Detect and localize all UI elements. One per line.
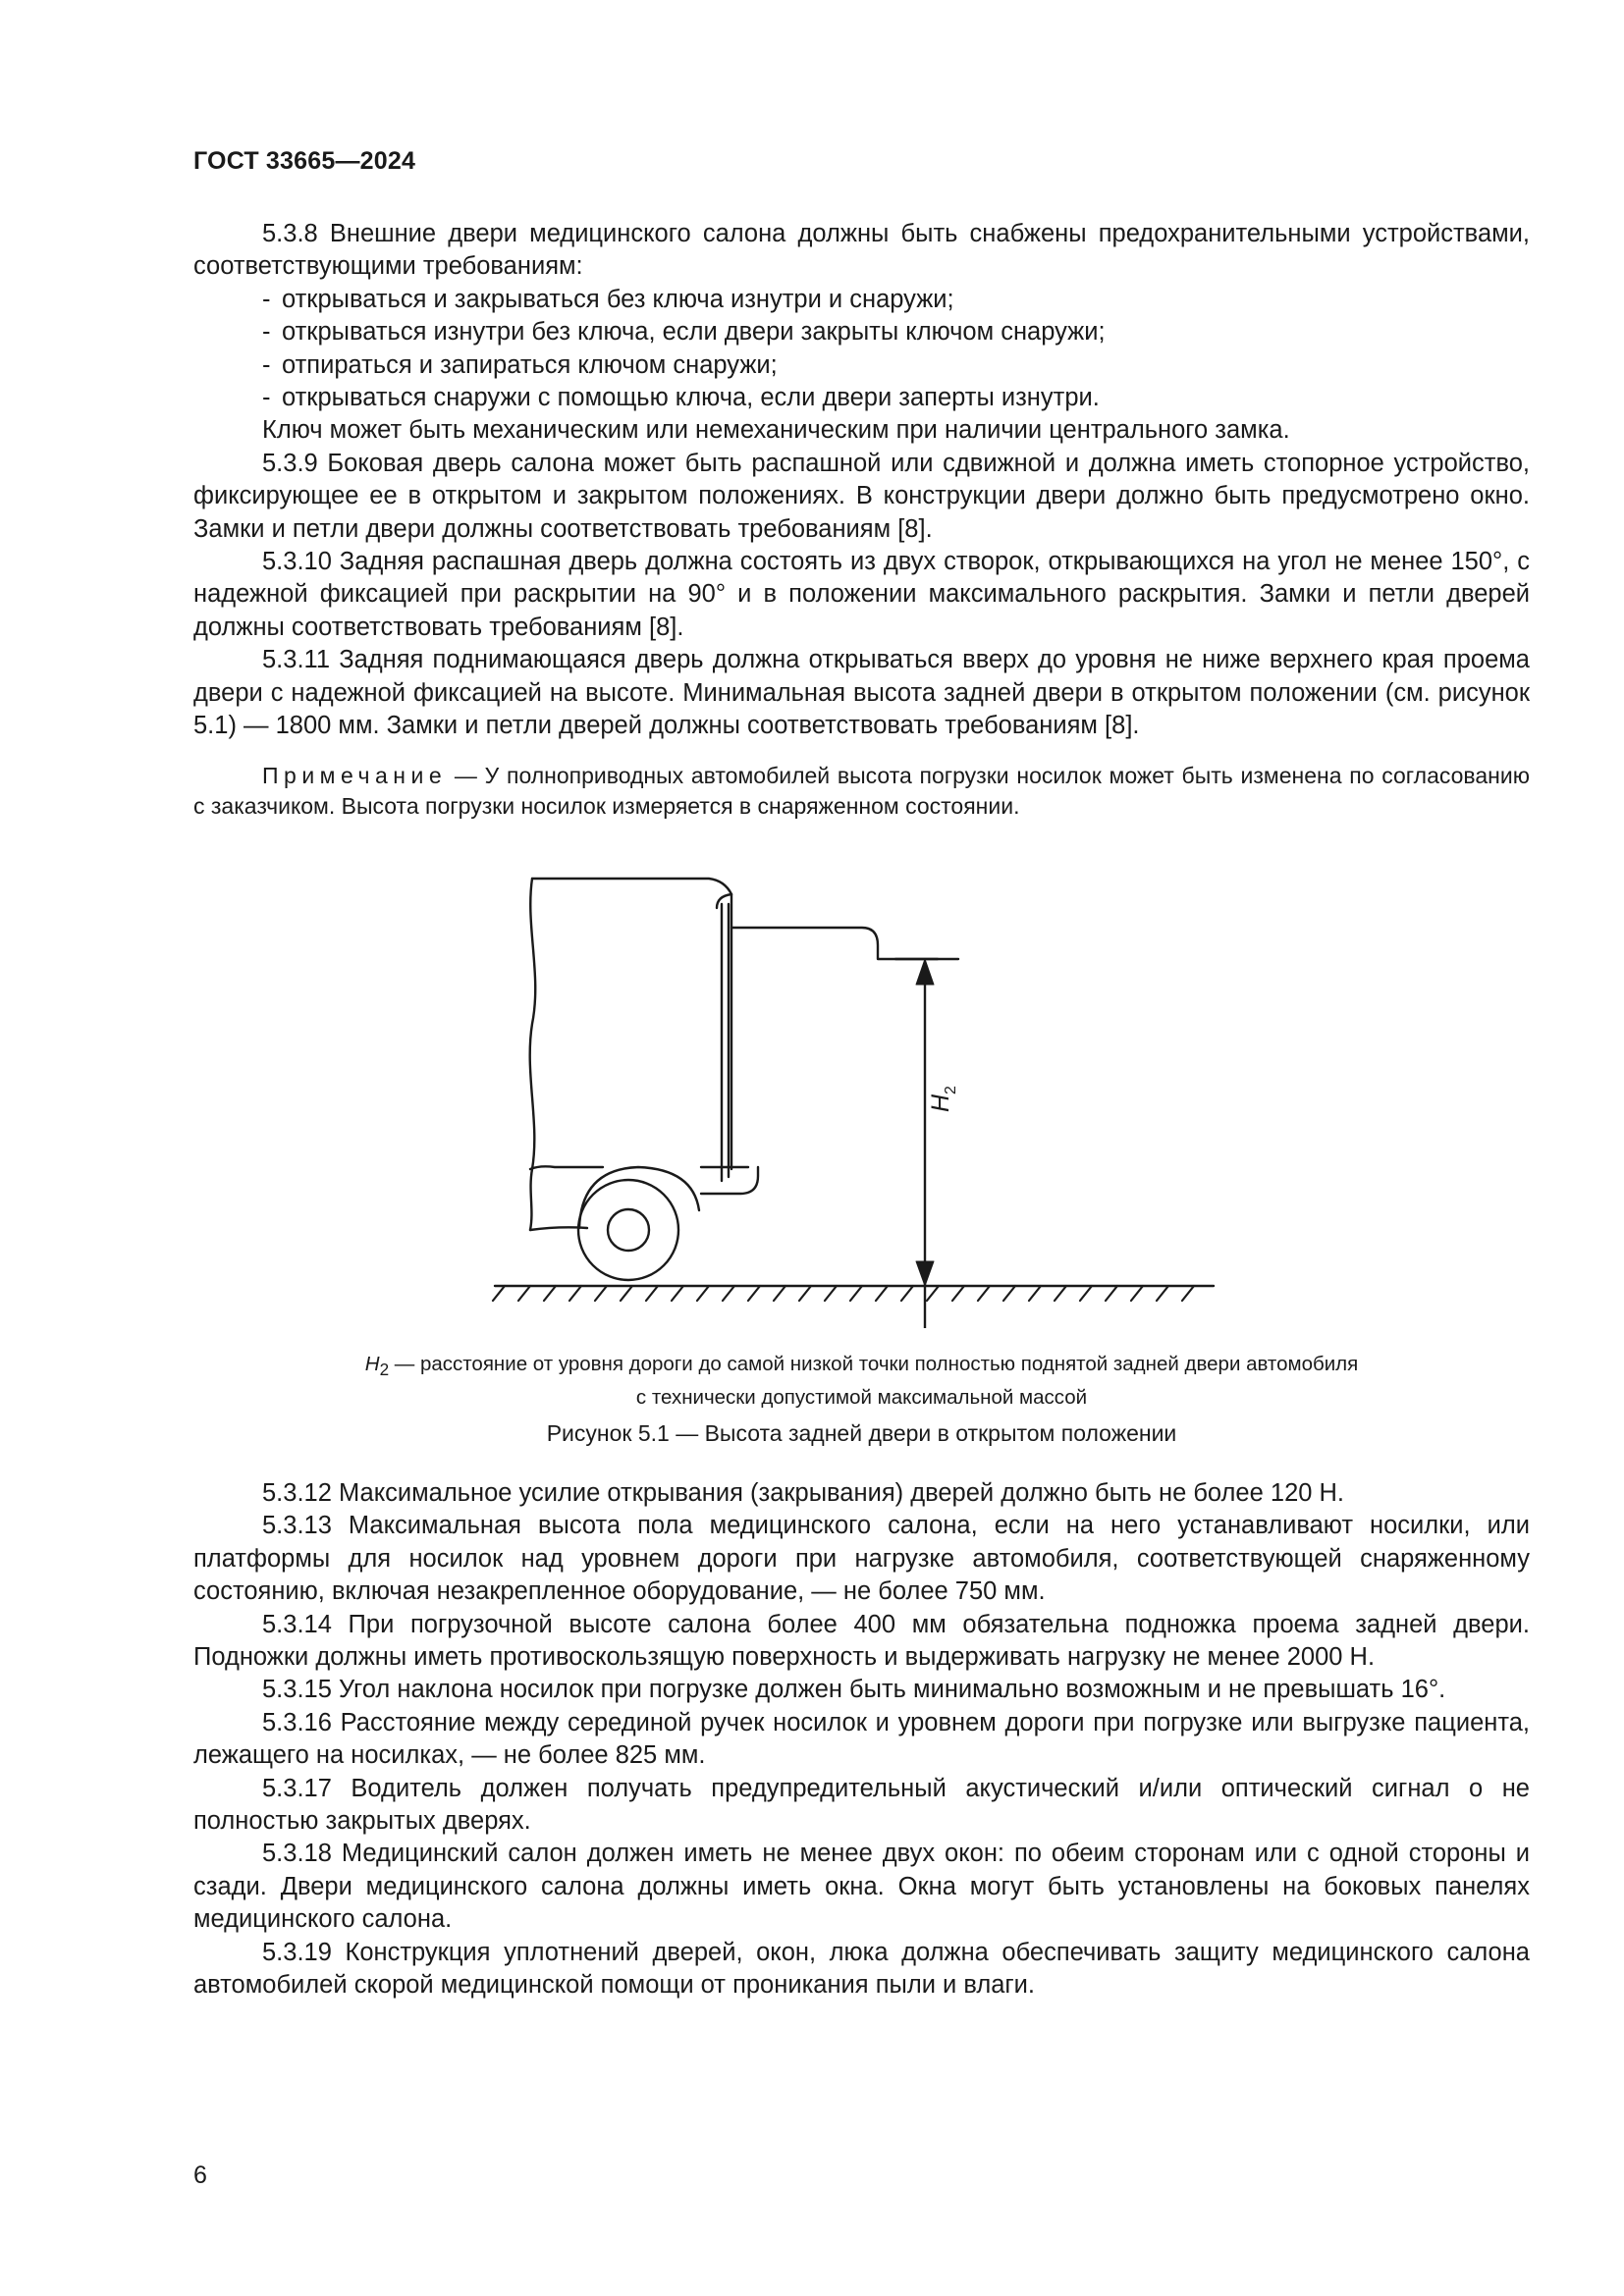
ground-hatching	[493, 1286, 1194, 1301]
paragraph-5-3-16: 5.3.16 Расстояние между серединой ручек носилок и уровнем дороги при погрузке или выгрузке пациента, лежащего на носилках, — не более 825 мм.	[193, 1708, 1530, 1770]
figure-5-1-rear-door-height	[481, 857, 1227, 1328]
list-dash: -	[262, 384, 271, 412]
legend-line-1	[193, 1351, 1530, 1384]
note-label: Примечание	[262, 763, 448, 788]
list-item-text: открываться изнутри без ключа, если двери закрыты ключом снаружи;	[282, 318, 1106, 347]
list-item-text: открываться снаружи с помощью ключа, если двери заперты изнутри.	[282, 384, 1100, 412]
wheel-arch	[579, 1167, 699, 1228]
section-5-3-12-to-5-3-19	[193, 1477, 1530, 2002]
paragraph-5-3-9: 5.3.9 Боковая дверь салона может быть распашной или сдвижной и должна иметь стопорное устройство, фиксирующее ее в открытом и закрытом положениях. В конструкции двери должно быть предусмотрено окно. Замки и петли двери должны соответствовать требованиям [8].	[193, 449, 1530, 543]
paragraph-5-3-14: 5.3.14 При погрузочной высоте салона более 400 мм обязательна подножка проема задней двери. Подножки должны иметь противоскользящую поверхность и выдерживать нагрузку не менее 2000 Н.	[193, 1610, 1530, 1672]
legend-symbol: H	[364, 1353, 380, 1375]
list-item-text: открываться и закрываться без ключа изнутри и снаружи;	[282, 285, 954, 313]
list-item	[262, 349, 1530, 382]
list-item	[262, 284, 1530, 316]
document-header: ГОСТ 33665—2024	[193, 147, 416, 175]
paragraph-5-3-8: 5.3.8 Внешние двери медицинского салона должны быть снабжены предохранительными устройствами, соответствующими требованиям:	[193, 220, 1530, 281]
list-item	[262, 316, 1530, 348]
legend-symbol-subscript: 2	[379, 1361, 390, 1380]
legend-line-2: с технически допустимой максимальной массой	[635, 1386, 1088, 1410]
note-paragraph	[193, 761, 1530, 822]
paragraph-5-3-10: 5.3.10 Задняя распашная дверь должна состоять из двух створок, открывающихся на угол не менее 150°, с надежной фиксацией при раскрытии на 90° и в положении максимального раскрытия. Замки и петли дверей должны соответствовать требованиям [8].	[193, 548, 1530, 641]
key-note-line: Ключ может быть механическим или немеханическим при наличии центрального замка.	[262, 416, 1290, 445]
list-dash: -	[262, 285, 271, 313]
dimension-arrow-bottom	[916, 1261, 934, 1286]
list-dash: -	[262, 318, 271, 347]
body-roof-line	[532, 879, 731, 894]
vehicle-diagram	[481, 857, 1227, 1328]
note-text: — У полноприводных автомобилей высота погрузки носилок может быть изменена по согласованию с заказчиком. Высота погрузки носилок измеряется в снаряженном состоянии.	[193, 763, 1530, 819]
wheel-tire	[578, 1180, 678, 1280]
dimension-arrow-top	[916, 959, 934, 985]
raised-rear-door	[731, 928, 938, 959]
figure-caption: Рисунок 5.1 — Высота задней двери в открытом положении	[546, 1420, 1177, 1446]
list-item	[262, 382, 1530, 414]
requirements-list	[193, 284, 1530, 415]
list-dash: -	[262, 350, 271, 379]
paragraph-5-3-13: 5.3.13 Максимальная высота пола медицинского салона, если на него устанавливают носилки, или платформы для носилок над уровнем дороги при нагрузке автомобиля, соответствующей снаряженному состоянию, включая незакрепленное оборудование, — не более 750 мм.	[193, 1512, 1530, 1606]
paragraph-5-3-19: 5.3.19 Конструкция уплотнений дверей, окон, люка должна обеспечивать защиту медицинского салона автомобилей скорой медицинской помощи от проникания пыли и влаги.	[193, 1938, 1530, 2000]
legend-text: — расстояние от уровня дороги до самой низкой точки полностью поднятой задней двери автомобиля	[389, 1353, 1359, 1375]
paragraph-5-3-11: 5.3.11 Задняя поднимающаяся дверь должна открываться вверх до уровня не ниже верхнего края проема двери с надежной фиксацией на высоте. Минимальная высота задней двери в открытом положении (см. рисунок 5.1) — 1800 мм. Замки и петли дверей должны соответствовать требованиям [8].	[193, 646, 1530, 740]
paragraph-5-3-17: 5.3.17 Водитель должен получать предупредительный акустический и/или оптический сигнал о не полностью закрытых дверях.	[193, 1774, 1530, 1836]
dimension-label-subscript: 2	[943, 1086, 959, 1095]
paragraph-5-3-18: 5.3.18 Медицинский салон должен иметь не менее двух окон: по обеим сторонам или с одной стороны и сзади. Двери медицинского салона должны иметь окна. Окна могут быть установлены на боковых панелях медицинского салона.	[193, 1840, 1530, 1934]
dimension-label-h: H	[927, 1094, 954, 1112]
figure-legend	[193, 1351, 1530, 1412]
section-5-3-8-to-5-3-11	[193, 218, 1530, 743]
paragraph-5-3-12: 5.3.12 Максимальное усилие открывания (закрывания) дверей должно быть не более 120 Н.	[262, 1479, 1345, 1507]
body-break-line	[530, 879, 536, 1230]
body-lower-line	[530, 1166, 603, 1169]
paragraph-5-3-15: 5.3.15 Угол наклона носилок при погрузке должен быть минимально возможным и не превышать 16°.	[262, 1676, 1446, 1704]
page-number: 6	[193, 2162, 207, 2189]
wheel-hub	[608, 1209, 649, 1251]
list-item-text: отпираться и запираться ключом снаружи;	[282, 350, 778, 379]
